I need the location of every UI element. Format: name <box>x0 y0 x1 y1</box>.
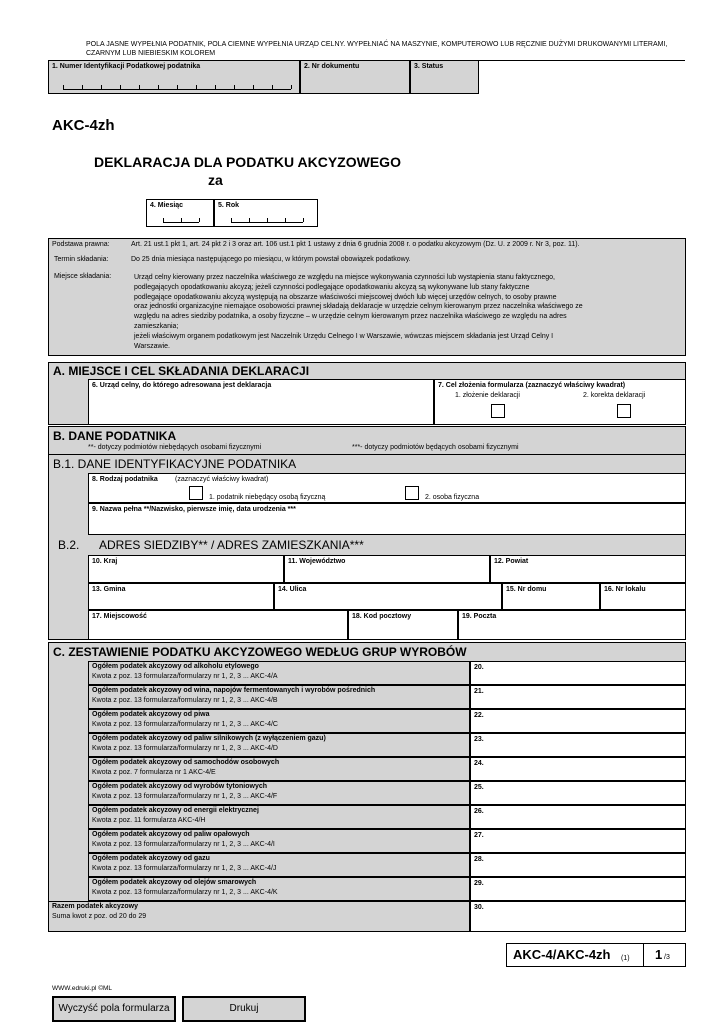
basis-text: Art. 21 ust.1 pkt 1, art. 24 pkt 2 i 3 oraz art. 106 ust.1 pkt 1 ustawy z dnia 6 grudnia 2008 r. o podatku akcyzowym (Dz. U. z 2009 r. Nr 3, poz. 11). <box>131 241 580 248</box>
taxpayer-type-opt1-checkbox[interactable] <box>189 486 203 500</box>
legal-block <box>48 238 686 356</box>
purpose-opt2-label: 2. korekta deklaracji <box>583 392 646 399</box>
tax-row-label: Ogółem podatek akcyzowy od piwa Kwota z poz. 13 formularza/formularzy nr 1, 2, 3 ... AKC-4/C <box>88 709 470 733</box>
tax-row-value[interactable]: 28. <box>470 853 686 877</box>
tax-row-value[interactable]: 24. <box>470 757 686 781</box>
field-district-label: 12. Powiat <box>494 558 529 565</box>
basis-label: Podstawa prawna: <box>52 241 110 248</box>
purpose-opt1-label: 1. złożenie deklaracji <box>455 392 520 399</box>
place-label: Miejsce składania: <box>54 273 112 280</box>
page-subtitle: za <box>208 172 223 188</box>
field-year[interactable] <box>214 199 318 227</box>
footer-form-sub: (1) <box>621 955 630 962</box>
field-full-name-label: 9. Nazwa pełna **/Nazwisko, pierwsze imię, data urodzenia *** <box>92 506 296 513</box>
field-city[interactable] <box>88 610 348 640</box>
section-b-title: B. DANE PODATNIKA <box>53 429 177 443</box>
print-button[interactable]: Drukuj <box>182 996 306 1022</box>
instructions: POLA JASNE WYPEŁNIA PODATNIK, POLA CIEMNE WYPEŁNIA URZĄD CELNY. WYPEŁNIAĆ NA MASZYNIE, KOMPUTEROWO LUB RĘCZNIE DUŻYMI DRUKOWANYMI LITERAMI, CZARNYM LUB NIEBIESKIM KOLOREM <box>86 41 668 57</box>
field-commune-label: 13. Gmina <box>92 586 126 593</box>
tax-row-value[interactable]: 21. <box>470 685 686 709</box>
field-customs-office-label: 6. Urząd celny, do którego adresowana jest deklaracja <box>92 382 272 389</box>
tax-total-label: Razem podatek akcyzowy Suma kwot z poz. od 20 do 29 <box>48 901 470 932</box>
tax-row-value[interactable]: 20. <box>470 661 686 685</box>
field-doc-number-label: 2. Nr dokumentu <box>304 63 360 70</box>
tax-row-label: Ogółem podatek akcyzowy od paliw opałowych Kwota z poz. 13 formularza/formularzy nr 1, 2, 3 ... AKC-4/I <box>88 829 470 853</box>
field-month-label: 4. Miesiąc <box>150 202 184 209</box>
field-post-office-label: 19. Poczta <box>462 613 497 620</box>
field-doc-number <box>300 60 410 94</box>
field-taxpayer-type-hint: (zaznaczyć właściwy kwadrat) <box>175 476 269 483</box>
credit: WWW.edruki.pl ©ML <box>52 985 113 992</box>
field-city-label: 17. Miejscowość <box>92 613 147 620</box>
field-nip-label: 1. Numer Identyfikacji Podatkowej podatnika <box>52 63 201 70</box>
tax-row-value[interactable]: 25. <box>470 781 686 805</box>
purpose-opt2-checkbox[interactable] <box>617 404 631 418</box>
field-street[interactable] <box>274 583 502 610</box>
purpose-opt1-checkbox[interactable] <box>491 404 505 418</box>
form-footer-code <box>506 943 686 967</box>
field-country-label: 10. Kraj <box>92 558 118 565</box>
tax-row-value[interactable]: 27. <box>470 829 686 853</box>
tax-row-value[interactable]: 26. <box>470 805 686 829</box>
field-street-label: 14. Ulica <box>278 586 307 593</box>
page-title: DEKLARACJA DLA PODATKU AKCYZOWEGO <box>94 154 401 170</box>
footer-page: 1 <box>655 947 663 962</box>
field-house-number[interactable] <box>502 583 600 610</box>
field-commune[interactable] <box>88 583 274 610</box>
footer-form-code: AKC-4/AKC-4zh <box>513 947 611 962</box>
taxpayer-type-opt2-checkbox[interactable] <box>405 486 419 500</box>
tax-row-label: Ogółem podatek akcyzowy od energii elektrycznej Kwota z poz. 11 formularza AKC-4/H <box>88 805 470 829</box>
header-rule <box>479 60 685 61</box>
taxpayer-type-opt1-label: 1. podatnik niebędący osobą fizyczną <box>209 494 326 501</box>
tax-row-label: Ogółem podatek akcyzowy od gazu Kwota z poz. 13 formularza/formularzy nr 1, 2, 3 ... AKC-4/J <box>88 853 470 877</box>
form-code: AKC-4zh <box>52 117 115 134</box>
tax-row-label: Ogółem podatek akcyzowy od wyrobów tytoniowych Kwota z poz. 13 formularza/formularzy nr 1, 2, 3 ... AKC-4/F <box>88 781 470 805</box>
field-voivodeship[interactable] <box>284 555 490 583</box>
field-customs-office[interactable] <box>88 379 434 425</box>
b2-prefix: B.2. <box>58 538 80 552</box>
field-district[interactable] <box>490 555 686 583</box>
field-taxpayer-type-label: 8. Rodzaj podatnika <box>92 476 158 483</box>
tax-row-label: Ogółem podatek akcyzowy od samochodów osobowych Kwota z poz. 7 formularza nr 1 AKC-4/E <box>88 757 470 781</box>
tax-row-value[interactable]: 22. <box>470 709 686 733</box>
footer-page-total: /3 <box>664 954 670 961</box>
note-natural-person: ***- dotyczy podmiotów będących osobami fizycznymi <box>352 444 519 451</box>
tax-total-value[interactable]: 30. <box>470 901 686 932</box>
section-a-title: A. MIEJSCE I CEL SKŁADANIA DEKLARACJI <box>53 364 310 378</box>
field-house-number-label: 15. Nr domu <box>506 586 547 593</box>
field-voivodeship-label: 11. Województwo <box>288 558 346 565</box>
field-status <box>410 60 479 94</box>
field-post-office[interactable] <box>458 610 686 640</box>
tax-row-label: Ogółem podatek akcyzowy od wina, napojów fermentowanych i wyrobów pośrednich Kwota z poz. 13 formularza/formularzy nr 1, 2, 3 ... AKC-4/B <box>88 685 470 709</box>
field-year-label: 5. Rok <box>218 202 240 209</box>
field-country[interactable] <box>88 555 284 583</box>
field-flat-number-label: 16. Nr lokalu <box>604 586 646 593</box>
field-flat-number[interactable] <box>600 583 686 610</box>
section-c-title: C. ZESTAWIENIE PODATKU AKCYZOWEGO WEDŁUG GRUP WYROBÓW <box>53 645 467 659</box>
field-full-name[interactable] <box>88 503 686 535</box>
tax-row-label: Ogółem podatek akcyzowy od alkoholu etylowego Kwota z poz. 13 formularza/formularzy nr 1, 2, 3 ... AKC-4/A <box>88 661 470 685</box>
b2-title: ADRES SIEDZIBY** / ADRES ZAMIESZKANIA*** <box>99 538 364 552</box>
field-purpose-label: 7. Cel złożenia formularza (zaznaczyć właściwy kwadrat) <box>438 382 626 389</box>
clear-form-button[interactable]: Wyczyść pola formularza <box>52 996 176 1022</box>
tax-row-label: Ogółem podatek akcyzowy od paliw silnikowych (z wyłączeniem gazu) Kwota z poz. 13 formularza/formularzy nr 1, 2, 3 ... AKC-4/D <box>88 733 470 757</box>
tax-row-value[interactable]: 23. <box>470 733 686 757</box>
place-text: Urząd celny kierowany przez naczelnika właściwego ze względu na miejsce wykonywania czynności lub wystąpienia stanu faktycznego, podlegających opodatkowaniu akcyzą; jeżeli czynności podlegające opodatkowaniu akcyzą są wykonywane lub stany faktyczne podlegające opodatkowaniu akcyzą występują na obszarze właściwości miejscowej dwóch lub więcej urzędów celnych, to osoby prawne oraz jednostki organizacyjne niemające osobowości prawnej składają deklaracje w urzędzie celnym kierowanym przez naczelnika właściwego ze względu na adres siedziby podatnika, a osoby fizyczne – w urzędzie celnym kierowanym przez naczelnika właściwego ze względu na adres zamieszkania; jeżeli właściwym organem podatkowym jest Naczelnik Urzędu Celnego I w Warszawie, wówczas miejscem składania jest Urząd Celny I Warszawie. <box>134 274 583 350</box>
field-postal-code[interactable] <box>348 610 458 640</box>
field-purpose <box>434 379 686 425</box>
taxpayer-type-opt2-label: 2. osoba fizyczna <box>425 494 480 501</box>
field-postal-code-label: 18. Kod pocztowy <box>352 613 412 620</box>
tax-row-label: Ogółem podatek akcyzowy od olejów smarowych Kwota z poz. 13 formularza/formularzy nr 1, 2, 3 ... AKC-4/K <box>88 877 470 901</box>
tax-row-value[interactable]: 29. <box>470 877 686 901</box>
deadline-text: Do 25 dnia miesiąca następującego po miesiącu, w którym powstał obowiązek podatkowy. <box>131 256 411 263</box>
note-legal-entity: **- dotyczy podmiotów niebędących osobami fizycznymi <box>88 444 262 451</box>
field-status-label: 3. Status <box>414 63 444 70</box>
field-nip[interactable] <box>48 60 300 94</box>
deadline-label: Termin składania: <box>54 256 109 263</box>
b1-title: B.1. DANE IDENTYFIKACYJNE PODATNIKA <box>53 457 297 471</box>
field-taxpayer-type <box>88 473 686 503</box>
field-month[interactable] <box>146 199 214 227</box>
